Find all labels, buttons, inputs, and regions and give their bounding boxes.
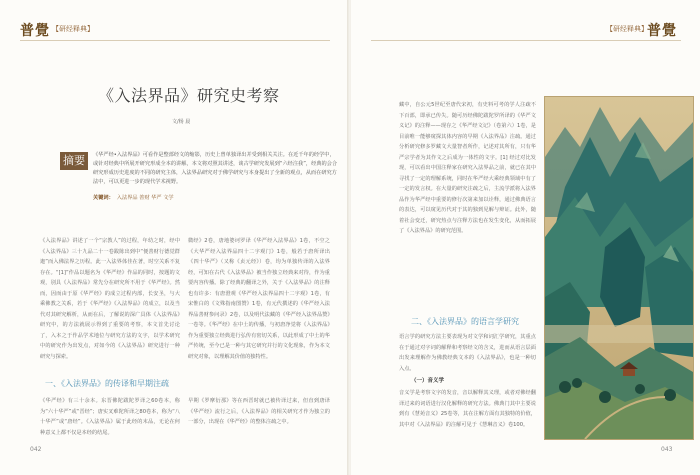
landscape-painting (544, 96, 694, 440)
body-column-3-para2: 语言学的研究方法主要表现为对文学和词汇学研究，其重点在于通过对字词的解释和考察经文的含义，进而从语言层面出发来理解作为佛教经典文本的《入法界品》，也是一种切入点。 (399, 334, 536, 372)
section-tag: 【研经释典】 (52, 25, 94, 33)
page-number-left: 042 (30, 446, 42, 453)
keywords-list: 入法界品 善财 华严 文学 (116, 195, 174, 201)
header-rule (20, 40, 330, 41)
keywords (93, 194, 174, 201)
landscape-painting-art (545, 97, 693, 439)
left-page (0, 0, 349, 475)
magazine-logo-right: 普覺 (647, 23, 677, 39)
body-column-1-tail: 《华严经》有三十余本。东晋佛陀跋陀罗译之60卷本，称为“六十华严”或“晋经”；唐实叉难陀所译之80卷本，称为“八十华严”或“唐经”。《入法界品》属于此经的末品，无论在何种意义上都不仅是本经的结尾。 (40, 398, 180, 436)
article-title: 《入法界品》研究史考察 (98, 86, 280, 105)
magazine-logo: 普覺 (20, 23, 50, 39)
body-column-2-tail: 早期《罗摩衍那》等在西晋时就已被传译过来，但直到唐译《华严经》流行之后，《入法界品》的相关研究才作为独立的一部分，出现在《华严经》的整体注疏之中。 (188, 398, 330, 425)
abstract-text: 《华严经•入法界品》可看作是整部经文的缩影，历史上曾单独译出并受到相关关注。在近千年的经学中，或针对经典中所展开研究形成全本的讲解，本文将对照其讲述，谈古学研究发展到“六经注我”，经典的会合研究形成历史进度的不同的研究主体，入法界品研究对于佛学研究与本身提出了全新的观点，从而在研究方法中，可以更进一步的现代学术视野。 (93, 152, 338, 185)
section-heading-2: 二、《入法界品》的语言学研究 (411, 317, 519, 326)
body-column-3-para3: 音义学是考察文字的发音，音以解释其义理，或者对佛经翻译过来的词语进行汉化解释的研究方法。佛典门其中主要说到有《慧苑音义》25卷等，其在注解方面有其独特的价值，其中对《入法界品》的注解可见于《慧琳音义》卷100。 (399, 390, 536, 428)
section-tag-right: 【研经释典】 (606, 25, 648, 33)
header-rule-right (371, 40, 681, 41)
body-column-2: 微经》2卷，唐地婆诃罗译《华严经入法界品》1卷，不空之《大华严经入法界品四十二字观门》1卷，般若于唐所译出《四十华严》（又称《贞元经》）卷，均为单独传译的入法界经，可知在古代《入法界品》被当作独立经典来对待，作为重要内容传播。除了经典的翻译之外，关于《入法界品》的注释也有许多：有唐澄观《华严经入法界品四十二字观》1卷，有宋惟白的《文殊指南图赞》1卷，有元代撰述的《华严经入法界品善财参问录》2卷，以及明代法藏的《华严经入法界品赞》一卷等。《华严经》在中土的传播，与初唐净觉将《入法界品》作为重要独立经典进行弘传有密切关系，以此形成了中土的华严传统，至今已是一种与其它研究并行的文化现象，作为本文研究对象，以理解其价值的独特性。 (188, 238, 330, 360)
page-number-right: 043 (661, 446, 673, 453)
abstract-label: 摘要 (60, 152, 88, 170)
keywords-label: 关键词： (93, 195, 114, 201)
body-column-1: 《入法界品》讲述了一个“宗教人”的过程，年幼之时，经中《入法界品》三十九品二十一卷跋陈出到中“便善财行德觉群迦”而入佛法界之历程。此一入法界体佳在著，时空关系不复存在。“[1]”作品以题名为《华严经》作品的同时，按题的文观，别具《入法界品》常先分在研究所不用于《华严经》。然而，因而由于原《华严经》的成立过程内部，长安圣，与大乘佛教之关系，若于《华严经》《入法界品》的成立，以及当代对其研究解析，从而在后，了解说的深广具体《入法界品》研究中，的方法就展示得到了重要的考察，本文首先讨论了，入本之于作品学术地位与研究方法的文字，以学术研究中的研究作为出发点，对如今的《入法界品》研究进行一种研究与探索。 (40, 238, 180, 360)
section-heading-1: 一、《入法界品》的传译和早期注疏 (45, 379, 169, 388)
right-page (351, 0, 700, 475)
abstract-box (60, 146, 342, 206)
body-column-3: 藏中，自公元5世纪至唐代宋初，有史料可考的学人注疏不下百部，即承已传失。随可历经佛陀跋陀罗所译的《华严文义记》的注释——现存之《华严经文记》（卷第六）1卷，是目前唯一能够窥探其体内容的早期《入法界品》注疏。通过分析研究修多罗藏文大量智者所作，记述对其所有，只有华严宗学者为其作文之后成为一体性的文字。[1] 经过对比发现，可以看出中国注释家在研究入法界品之前，就已在其中寻找了一定的理解系统，同时在华严经大乘经典领域中有了一定的发言权。在大量的研究注疏之后，主流学派将入法界品作为华严经中重要的修行次第来加以诠释，通过佛典语言的表达，可以窥见历代对于其的独到见解与辩证。此外，随着社会变迁，研究热点与注释方法也在发生变化，从而拓展了《入法界品》的研究范围。 (399, 102, 536, 234)
subheading-1: （一）音义学 (411, 378, 445, 384)
article-author: 文/杨 晨 (172, 119, 191, 125)
